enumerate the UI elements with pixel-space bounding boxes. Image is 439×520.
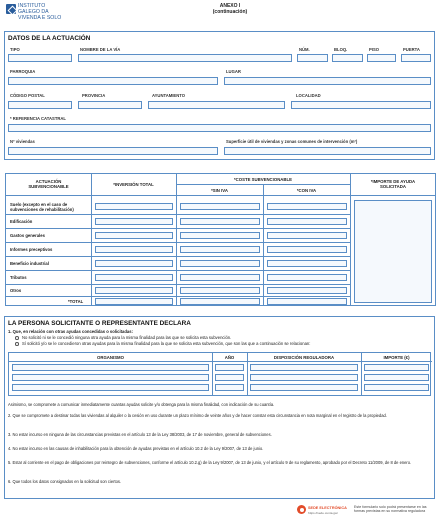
question-1: 1. Que, en relación con otras ayudas concedidas o solicitadas: [8,329,133,334]
logo-line-1: INSTITUTO [18,3,46,9]
tipo-input[interactable] [8,54,72,62]
label-puerta: PUERTA [403,47,420,52]
option-yes-aid-label: Sí solicitó y/o se le concedieron otras ayudas para la misma finalidad para la que se solicita esta subvención, que son las que a continuación se relacionan: [22,341,311,346]
aid-disposicion-input-2[interactable] [250,374,358,381]
inversion-tributos-input[interactable] [95,274,173,281]
label-nombre-via: NOMBRE DE LA VÍA [80,47,121,52]
annex-title: ANEXO I [219,3,241,9]
viviendas-input[interactable] [8,147,218,155]
label-tipo: TIPO [10,47,20,52]
aid-disposicion-input-3[interactable] [250,384,358,391]
label-bloq: BLOQ. [334,47,348,52]
statement-4: 4. No estar incurso en las causas de inhabilitación para la obtención de ayudas previstas en el artículo 10.2 de la Ley 9/2007, de 13 de junio. [8,446,264,451]
col-actuacion-header: ACTUACIÓN SUBVENCIONABLE [28,179,69,189]
label-ayuntamiento: AYUNTAMIENTO [152,93,185,98]
puerta-input[interactable] [401,54,431,62]
declara-title: LA PERSONA SOLICITANTE O REPRESENTANTE DECLARA [8,320,191,327]
footer-brand: SEDE ELECTRÓNICA [308,506,347,510]
label-codigo-postal: CÓDIGO POSTAL [10,93,45,98]
con-iva-beneficio-input[interactable] [267,260,347,267]
logo-text [18,3,61,21]
importe-ayuda-input[interactable] [354,200,432,303]
annex-heading [190,3,270,15]
label-piso: PISO [369,47,380,52]
row-label-informes: Informes preceptivos [10,247,53,252]
col-importe-header: *IMPORTE DE AYUDA SOLICITADA [370,179,416,189]
row-label-gastos: Gastos generales [10,233,45,238]
referencia-catastral-input[interactable] [8,124,431,132]
option-no-aid-label: No solicitó ni se le concedió ninguna otra ayuda para la misma finalidad para las que se solicita esta subvención. [22,335,232,340]
aid-col-importe: IMPORTE (€) [383,354,410,360]
logo-line-2: GALEGO DA [18,9,49,15]
aid-col-ano: AÑO [224,354,235,360]
parroquia-input[interactable] [8,77,218,85]
footer-url[interactable]: https://sede.xunta.gal [308,511,338,515]
inversion-gastos-input[interactable] [95,232,173,239]
inversion-edificacion-input[interactable] [95,218,173,225]
aid-ano-input-1[interactable] [215,364,244,371]
con-iva-total-input[interactable] [267,298,347,305]
label-lugar: LUGAR [226,69,241,74]
statement-compromise: Asimismo, se compromete a comunicar inmediatamente cuantas ayudas solicite y/o obtenga para la misma finalidad, con indicación de su cuantía. [8,402,275,407]
provincia-input[interactable] [78,101,142,109]
con-iva-informes-input[interactable] [267,246,347,253]
sin-iva-total-input[interactable] [180,298,260,305]
label-num: NÚM. [299,47,310,52]
col-coste-header: *COSTE SUBVENCIONABLE [233,177,292,182]
inversion-beneficio-input[interactable] [95,260,173,267]
lugar-input[interactable] [224,77,431,85]
aid-importe-input-2[interactable] [364,374,429,381]
row-label-tributos: Tributos [10,275,27,280]
superficie-input[interactable] [224,147,431,155]
inversion-informes-input[interactable] [95,246,173,253]
con-iva-edificacion-input[interactable] [267,218,347,225]
aid-organismo-input-1[interactable] [12,364,209,371]
piso-input[interactable] [367,54,396,62]
aid-col-disposicion: DISPOSICIÓN REGULADORA [273,354,335,360]
bloq-input[interactable] [332,54,363,62]
col-sin-iva-header: *SIN IVA [211,188,228,193]
con-iva-gastos-input[interactable] [267,232,347,239]
row-label-beneficio: Beneficio industrial [10,261,49,266]
aid-importe-input-1[interactable] [364,364,429,371]
row-label-edificacion: Edificación [10,219,33,224]
aid-organismo-input-2[interactable] [12,374,209,381]
label-parroquia: PARROQUIA [10,69,36,74]
sin-iva-edificacion-input[interactable] [180,218,260,225]
inversion-suelo-input[interactable] [95,203,173,210]
inversion-total-input[interactable] [95,298,173,305]
nombre-via-input[interactable] [78,54,292,62]
ayuntamiento-input[interactable] [148,101,285,109]
con-iva-tributos-input[interactable] [267,274,347,281]
aid-organismo-input-3[interactable] [12,384,209,391]
radio-yes-aid[interactable] [15,342,19,346]
label-referencia-catastral: * REFERENCIA CATASTRAL [10,116,66,121]
sin-iva-suelo-input[interactable] [180,203,260,210]
statement-2: 2. Que se compromete a destinar todas las viviendas al alquiler o la cesión en uso durante un plazo mínimo de veinte años y de hacer constar esta circunstancia en nota marginal en el registro de la propiedad. [8,413,387,418]
aid-disposicion-input-1[interactable] [250,364,358,371]
institute-logo [6,3,66,23]
sin-iva-beneficio-input[interactable] [180,260,260,267]
sin-iva-informes-input[interactable] [180,246,260,253]
aid-table [8,352,431,396]
aid-ano-input-2[interactable] [215,374,244,381]
radio-no-aid[interactable] [15,336,19,340]
label-provincia: PROVINCIA [82,93,106,98]
inversion-otros-input[interactable] [95,287,173,294]
label-viviendas: Nº viviendas [10,139,35,144]
sin-iva-otros-input[interactable] [180,287,260,294]
aid-col-organismo: ORGANISMO [97,354,124,360]
logo-line-3: VIVENDA E SOLO [18,15,62,21]
sin-iva-tributos-input[interactable] [180,274,260,281]
label-superficie: Superficie útil de viviendas y zonas comunes de intervención (m²) [226,139,358,144]
annex-subtitle: (continuación) [212,9,248,15]
footer-note: Este formulario solo podrá presentarse en las formas previstas en su normativa reguladora [354,505,427,514]
budget-table [5,173,436,306]
num-input[interactable] [297,54,328,62]
localidad-input[interactable] [291,101,431,109]
con-iva-otros-input[interactable] [267,287,347,294]
row-label-total: *TOTAL [68,299,84,304]
row-label-suelo: Suelo (excepto en el caso de subvenciones de rehabilitación) [10,202,74,212]
actuacion-title: DATOS DE LA ACTUACIÓN [8,35,91,42]
statement-5: 5. Estar al corriente en el pago de obligaciones por reintegro de subvenciones, conforme el artículo 10.2.g) de la Ley 9/2007, de 13 de junio, y el artículo 9 de su reglamento, aprobado por el Decreto 11/2009, de 8 de enero. [8,460,412,465]
aid-importe-input-3[interactable] [364,384,429,391]
statement-3: 3. No estar incurso en ninguna de las circunstancias previstas en el artículo 13 de la Ley 38/2003, de 17 de noviembre, general de subvenciones. [8,432,272,437]
col-con-iva-header: *CON IVA [296,188,317,193]
sede-electronica-logo-icon [297,505,306,514]
sin-iva-gastos-input[interactable] [180,232,260,239]
codigo-postal-input[interactable] [8,101,72,109]
statement-6: 6. Que todos los datos consignados en la solicitud son ciertos. [8,479,122,484]
aid-ano-input-3[interactable] [215,384,244,391]
col-inversion-header: *INVERSIÓN TOTAL [113,182,154,187]
label-localidad: LOCALIDAD [296,93,321,98]
con-iva-suelo-input[interactable] [267,203,347,210]
row-label-otros: Otros [10,288,22,293]
logo-emblem-icon [6,4,16,14]
